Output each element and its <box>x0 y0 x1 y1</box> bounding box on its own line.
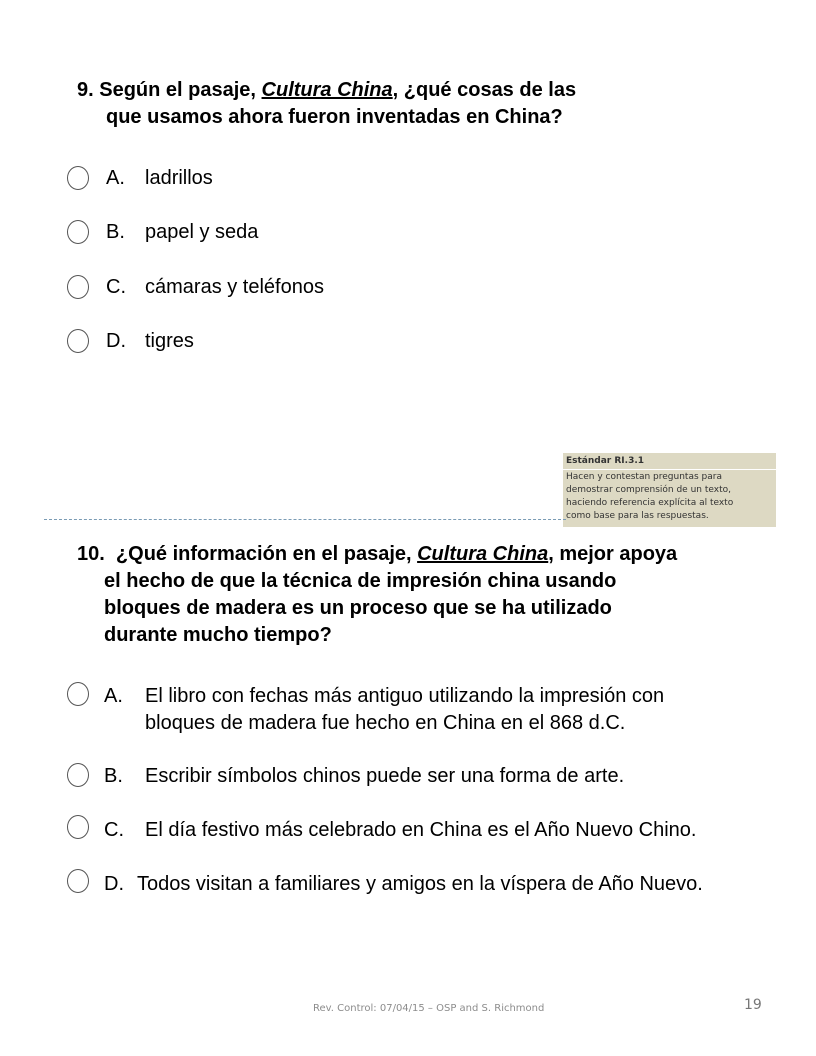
q10-option-a-text-line2: bloques de madera fue hecho en China en el 868 d.C. <box>145 712 626 734</box>
q10-option-a-text-line1: El libro con fechas más antiguo utilizando la impresión con <box>145 685 665 707</box>
q10-option-d-letter: D. <box>104 873 124 895</box>
q10-option-c-bubble[interactable] <box>67 815 89 839</box>
q10-option-d-text: Todos visitan a familiares y amigos en la víspera de Año Nuevo. <box>137 873 703 895</box>
q9-option-c-bubble[interactable] <box>67 275 89 299</box>
q10-stem-line3: bloques de madera es un proceso que se ha utilizado <box>104 597 612 619</box>
q10-option-b-letter: B. <box>104 765 123 787</box>
q9-option-b-bubble[interactable] <box>67 220 89 244</box>
q9-option-b-letter: B. <box>106 221 125 243</box>
q10-option-d-bubble[interactable] <box>67 869 89 893</box>
q9-option-c-text: cámaras y teléfonos <box>145 276 324 298</box>
standard-box <box>563 453 776 527</box>
page-number: 19 <box>744 997 762 1013</box>
q10-option-b-text: Escribir símbolos chinos puede ser una forma de arte. <box>145 765 625 787</box>
section-divider <box>44 519 566 520</box>
standard-title: Estándar RI.3.1 <box>563 453 776 470</box>
q10-option-c-letter: C. <box>104 819 124 841</box>
q9-option-a-text: ladrillos <box>145 167 213 189</box>
q10-passage-title: Cultura China <box>417 543 549 565</box>
q9-stem-line2: que usamos ahora fueron inventadas en China? <box>106 106 563 128</box>
footer-revision: Rev. Control: 07/04/15 – OSP and S. Richmond <box>313 1003 545 1014</box>
q10-stem-line1: 10. ¿Qué información en el pasaje, Cultura China, mejor apoya <box>77 543 678 565</box>
q9-option-c-letter: C. <box>106 276 126 298</box>
q10-option-a-letter: A. <box>104 685 123 707</box>
q9-option-d-bubble[interactable] <box>67 329 89 353</box>
q9-option-a-bubble[interactable] <box>67 166 89 190</box>
q9-passage-title: Cultura China <box>261 79 393 101</box>
q9-option-d-text: tigres <box>145 330 194 352</box>
q9-option-d-letter: D. <box>106 330 126 352</box>
q10-stem-line2: el hecho de que la técnica de impresión china usando <box>104 570 617 592</box>
q9-option-a-letter: A. <box>106 167 125 189</box>
q9-stem-line1: 9. Según el pasaje, Cultura China, ¿qué cosas de las <box>77 79 577 101</box>
q10-option-a-bubble[interactable] <box>67 682 89 706</box>
q10-option-c-text: El día festivo más celebrado en China es el Año Nuevo Chino. <box>145 819 697 841</box>
q10-stem-line4: durante mucho tiempo? <box>104 624 332 646</box>
q10-option-b-bubble[interactable] <box>67 763 89 787</box>
standard-description: Hacen y contestan preguntas para demostrar comprensión de un texto, haciendo referencia explícita al texto como base para las respuestas. <box>566 472 734 521</box>
q9-option-b-text: papel y seda <box>145 221 259 243</box>
